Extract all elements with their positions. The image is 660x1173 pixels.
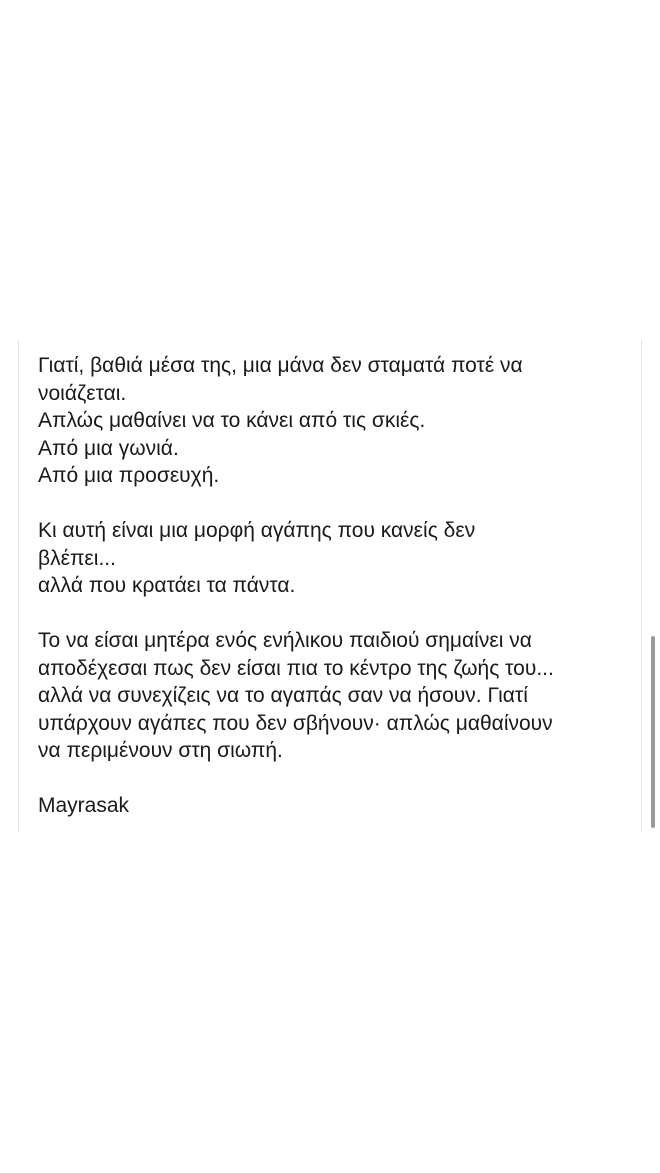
text-line: Γιατί, βαθιά μέσα της, μια μάνα δεν σταματά ποτέ να bbox=[38, 354, 523, 377]
note-text-panel bbox=[18, 340, 642, 832]
paragraph-1 bbox=[38, 352, 628, 490]
scrollbar-thumb[interactable] bbox=[651, 636, 655, 828]
text-line: αλλά που κρατάει τα πάντα. bbox=[38, 574, 296, 597]
text-line: Από μια προσευχή. bbox=[38, 464, 220, 487]
text-line: αλλά να συνεχίζεις να το αγαπάς σαν να ήσουν. Γιατί bbox=[38, 684, 528, 707]
text-line: Απλώς μαθαίνει να το κάνει από τις σκιές. bbox=[38, 409, 426, 432]
text-line: βλέπει... bbox=[38, 546, 116, 570]
paragraph-3 bbox=[38, 627, 628, 765]
text-line: Από μια γωνιά. bbox=[38, 436, 179, 460]
signature-paragraph bbox=[38, 792, 628, 820]
note-text-body bbox=[38, 352, 628, 820]
text-line: νοιάζεται. bbox=[38, 381, 127, 405]
text-line: να περιμένουν στη σιωπή. bbox=[38, 739, 283, 762]
text-line: αποδέχεσαι πως δεν είσαι πια το κέντρο της ζωής του... bbox=[38, 656, 554, 680]
text-line: υπάρχουν αγάπες που δεν σβήνουν· απλώς μαθαίνουν bbox=[38, 711, 553, 735]
paragraph-2 bbox=[38, 517, 628, 600]
signature: Mayrasak bbox=[38, 794, 130, 817]
text-line: Το να είσαι μητέρα ενός ενήλικου παιδιού σημαίνει να bbox=[38, 629, 532, 652]
text-line: Κι αυτή είναι μια μορφή αγάπης που κανείς δεν bbox=[38, 519, 476, 542]
vertical-scrollbar[interactable] bbox=[649, 340, 657, 832]
